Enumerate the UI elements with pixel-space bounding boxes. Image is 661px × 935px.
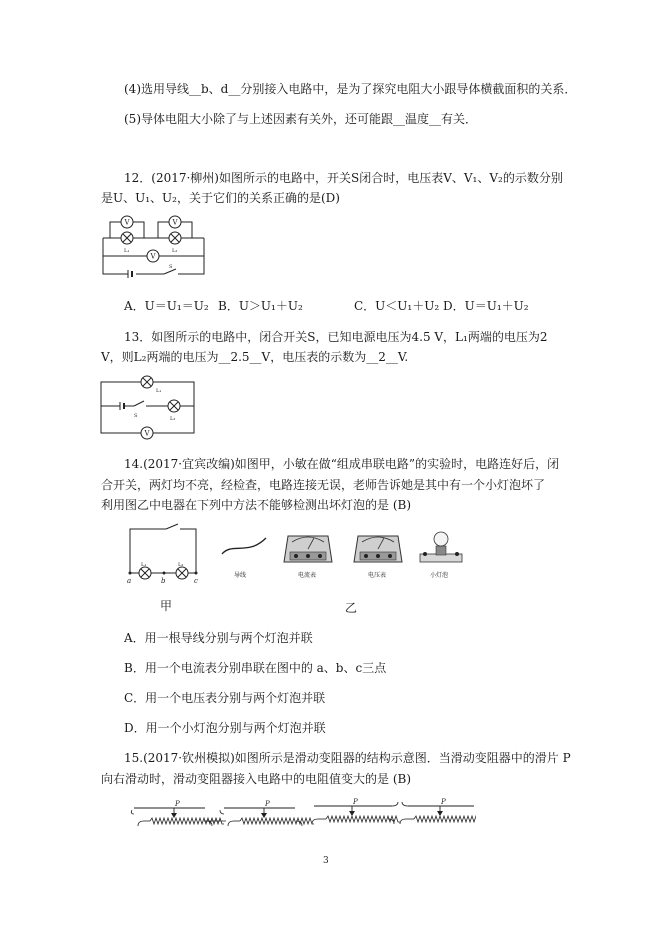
lamp-l2-label: L₂: [178, 562, 184, 568]
voltmeter-label: V: [144, 429, 150, 438]
switch-label: S: [169, 264, 173, 270]
question-14-figure-yi: [218, 524, 478, 584]
question-13-circuit-diagram: [98, 374, 198, 442]
voltmeter-label: 电压表: [368, 572, 387, 579]
slider-p-label: P: [353, 798, 358, 806]
lamp-l1-label: L₁: [141, 562, 147, 568]
question-11-part-5: (5)导体电阻大小除了与上述因素有关外，还可能跟__温度__有关．: [124, 112, 478, 126]
question-14-stem-line2: 合开关，两灯均不亮，经检查，电路连接无误，老师告诉她是其中有一个小灯泡坏了: [101, 478, 546, 492]
slider-p-label: P: [265, 800, 270, 808]
question-12-option-b: B．U＞U₁＋U₂: [218, 299, 303, 313]
voltmeter-2-label: V: [172, 218, 178, 227]
question-14-figure-jia: [124, 519, 204, 587]
bulb-label: 小灯泡: [430, 572, 449, 579]
question-12-stem-line1: 12．(2017·柳州)如图所示的电路中，开关S闭合时，电压表V、V₁、V₂的示数分别: [124, 171, 563, 185]
bulb-icon: [420, 532, 462, 562]
question-15-stem-line1: 15.(2017·钦州模拟)如图所示是滑动变阻器的结构示意图．当滑动变阻器中的滑片 P: [124, 751, 571, 765]
question-12-option-d: D．U＝U₁＋U₂: [443, 299, 529, 313]
question-15-rheostat-diagrams: [130, 798, 476, 838]
point-b-label: b: [161, 577, 166, 585]
voltmeter-1-label: V: [124, 218, 130, 227]
switch-label: S: [134, 413, 138, 419]
question-12-stem-line2: 是U、U₁、U₂，关于它们的关系正确的是(D): [101, 191, 340, 205]
rheostat-c: [312, 798, 400, 824]
rheostat-b: [220, 800, 314, 826]
question-14-option-c: C．用一个电压表分别与两个灯泡并联: [124, 691, 326, 705]
question-12-circuit-diagram: [98, 214, 210, 280]
figure-jia-caption: 甲: [160, 599, 173, 613]
page-number: 3: [323, 856, 329, 866]
question-14-option-a: A．用一根导线分别与两个灯泡并联: [124, 631, 313, 645]
question-14-stem-line3: 利用图乙中电器在下列中方法不能够检测出坏灯泡的是 (B): [101, 498, 411, 512]
question-12-option-a: A．U＝U₁＝U₂: [124, 299, 209, 313]
ammeter-icon: [284, 536, 332, 562]
ammeter-label: 电流表: [298, 572, 317, 579]
point-a-label: a: [127, 577, 132, 585]
lamp-l1-label: L₁: [124, 248, 130, 254]
wire-icon: [222, 538, 266, 554]
lamp-l2-label: L₂: [170, 416, 176, 422]
figure-yi-caption: 乙: [345, 601, 358, 615]
question-11-part-4: (4)选用导线__b、d__分别接入电路中，是为了探究电阻大小跟导体横截面积的关系．: [124, 82, 577, 96]
question-13-stem-line1: 13．如图所示的电路中，闭合开关S，已知电源电压为4.5 V，L₁两端的电压为2: [124, 330, 548, 344]
rheostat-a: [131, 800, 226, 826]
question-14-option-d: D．用一个小灯泡分别与两个灯泡并联: [124, 721, 326, 735]
question-15-stem-line2: 向右滑动时，滑动变阻器接入电路中的电阻值变大的是 (B): [101, 772, 411, 786]
slider-p-label: P: [441, 798, 446, 806]
question-14-stem-line1: 14.(2017·宜宾改编)如图甲，小敏在做“组成串联电路”的实验时，电路连好后，闭: [124, 457, 560, 471]
rheostat-d: [400, 798, 476, 824]
wire-label: 导线: [234, 572, 247, 579]
voltmeter-icon: [354, 536, 402, 562]
question-13-stem-line2: V，则L₂两端的电压为__2.5__V，电压表的示数为__2__V.: [101, 350, 409, 364]
lamp-l1-label: L₁: [156, 388, 162, 394]
slider-p-label: P: [175, 800, 180, 808]
question-14-option-b: B．用一个电流表分别串联在图中的 a、b、c三点: [124, 661, 387, 675]
lamp-l2-label: L₂: [172, 248, 178, 254]
voltmeter-label: V: [150, 252, 156, 261]
question-12-option-c: C．U＜U₁＋U₂: [354, 299, 440, 313]
point-c-label: c: [194, 577, 198, 585]
